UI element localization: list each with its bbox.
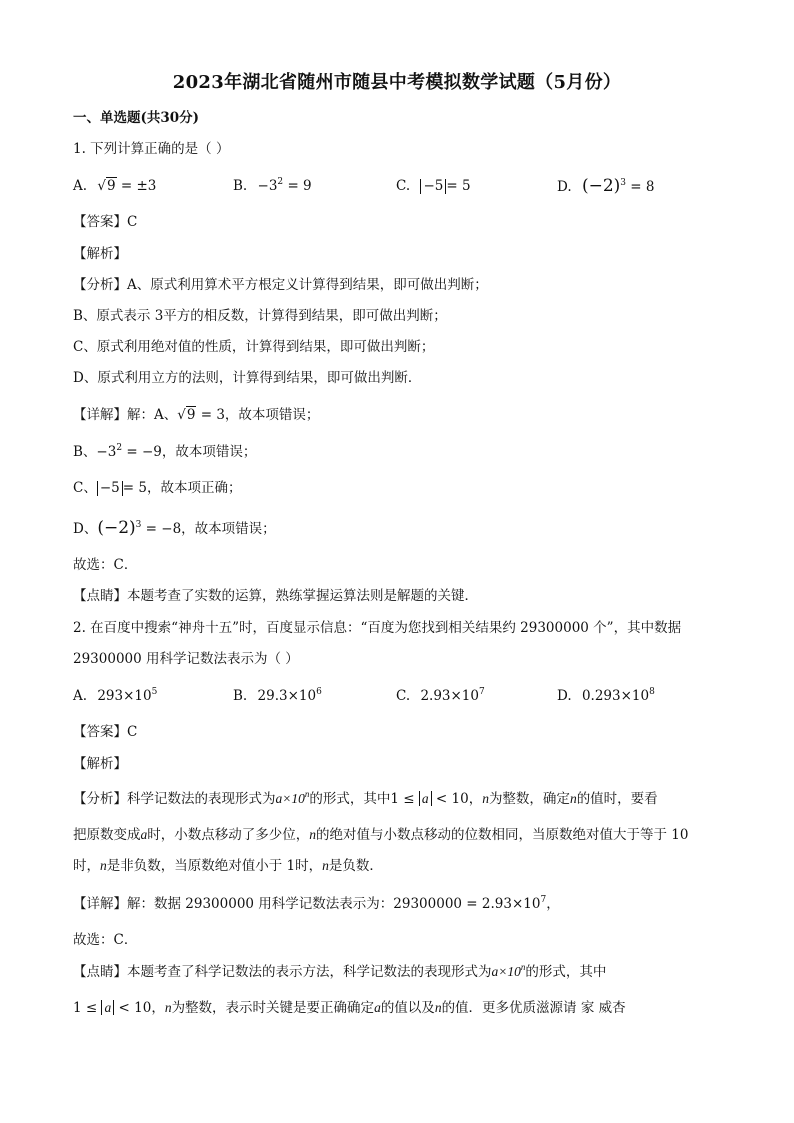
q1-comment: 【点睛】本题考查了实数的运算，熟练掌握运算法则是解题的关键．	[73, 588, 478, 604]
q2-stem-line1: 2. 在百度中搜索“神舟十五”时，百度显示信息：“百度为您找到相关结果约 29300000 个”，其中数据	[73, 620, 682, 636]
q1-detail-b: B、$-3^2 = -9$，故本项错误；	[73, 443, 257, 460]
q1-analysis-line: D、原式利用立方的法则，计算得到结果，即可做出判断．	[73, 370, 422, 386]
q1-option-d[interactable]: D. $(-2)^3 = 8$	[557, 176, 655, 196]
q2-comment-line2: 1 ≤ a < 10，n为整数，表示时关键是要正确确定a的值以及n的值．更多优质滋源请 家 威杏	[73, 1000, 626, 1016]
q2-option-c[interactable]: C. $2.93\times 10^7$	[396, 687, 485, 704]
q2-stem-line2: 29300000 用科学记数法表示为（ ）	[73, 651, 299, 667]
q1-stem: 1. 下列计算正确的是（ ）	[73, 141, 230, 157]
q2-detail: 【详解】解：数据 29300000 用科学记数法表示为：$29300000 = 2.93\times 10^7$，	[73, 895, 560, 912]
q1-analysis-line: B、原式表示 3平方的相反数，计算得到结果，即可做出判断；	[73, 308, 447, 324]
q2-comment-line1: 【点睛】本题考查了科学记数法的表示方法，科学记数法的表现形式为$a\times 10^n$的形式，其中	[73, 962, 607, 980]
q2-analysis-line3: 时，n是非负数，当原数绝对值小于 1时，n是负数．	[73, 858, 383, 874]
q2-analysis-line2: 把原数变成a时，小数点移动了多少位，n的绝对值与小数点移动的位数相同，当原数绝对值大于等于 10	[73, 827, 689, 843]
q1-analysis-line: C、原式利用绝对值的性质，计算得到结果，即可做出判断；	[73, 339, 435, 355]
q2-option-a[interactable]: A. $293\times 10^5$	[73, 687, 158, 704]
q1-analysis-head: 【解析】	[73, 246, 127, 262]
q1-detail-c: C、 −5 = 5，故本项正确；	[73, 480, 242, 496]
q2-choose: 故选：C．	[73, 932, 138, 948]
q1-answer: 【答案】C	[73, 214, 138, 230]
q1-option-a[interactable]: A. √9 = ±3	[73, 178, 157, 194]
q1-detail-a: 【详解】解：A、√9 = 3，故本项错误；	[73, 407, 320, 423]
section-heading: 一、单选题(共30分)	[73, 110, 200, 126]
q2-analysis-head: 【解析】	[73, 756, 127, 772]
q1-analysis-line: 【分析】A、原式利用算术平方根定义计算得到结果，即可做出判断；	[73, 277, 488, 293]
q1-detail-d: D、$(-2)^3 = -8$，故本项错误；	[73, 518, 276, 538]
page-title: 2023年湖北省随州市随县中考模拟数学试题（5月份）	[172, 72, 622, 93]
q1-choose: 故选：C．	[73, 557, 138, 573]
q2-answer: 【答案】C	[73, 724, 138, 740]
q2-option-b[interactable]: B. $29.3\times 10^6$	[233, 687, 322, 704]
q2-option-d[interactable]: D. $0.293\times 10^8$	[557, 687, 655, 704]
q1-option-b[interactable]: B. $-3^2 = 9$	[233, 177, 312, 194]
q2-analysis-line1: 【分析】科学记数法的表现形式为$a\times 10^n$的形式，其中1 ≤ a < 10，n为整数，确定n的值时，要看	[73, 789, 658, 807]
q1-option-c[interactable]: C. −5 = 5	[396, 178, 471, 194]
